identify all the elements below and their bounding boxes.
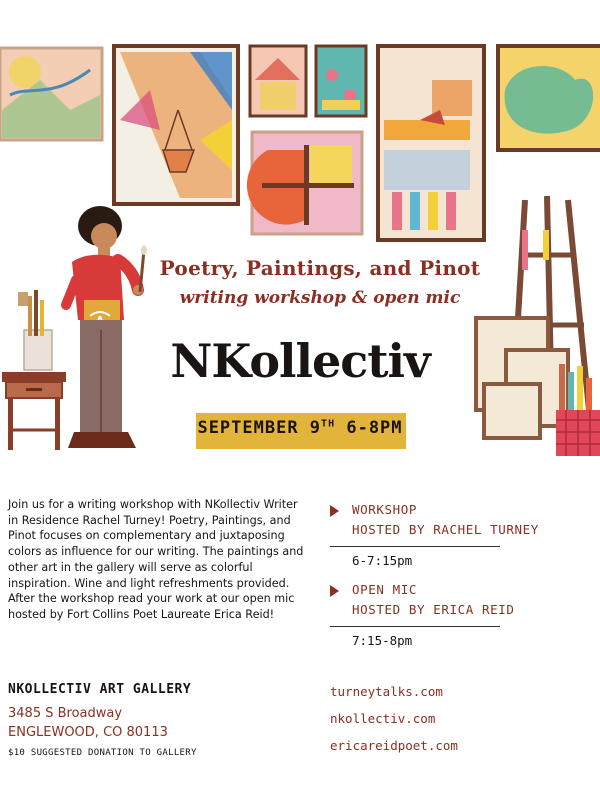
- triangle-bullet-icon: [330, 585, 339, 597]
- venue-address: [8, 704, 168, 742]
- date-main: SEPTEMBER 9: [197, 418, 322, 438]
- side-table: [2, 290, 66, 450]
- triangle-bullet-icon: [330, 505, 339, 517]
- date-ordinal: TH: [321, 418, 336, 430]
- event-description: Join us for a writing workshop with NKollectiv Writer in Residence Rachel Turney! Poetry, Paintings, and Pinot focuses on complementary and juxtaposing colors as influence for our writing. The paintings and other art in the gallery will serve as colorful inspiration. Wine and light refreshments provided. After the workshop read your work at our open mic hosted by Fort Collins Poet Laureate Erica Reid!: [8, 498, 304, 621]
- divider: [330, 626, 500, 627]
- divider: [330, 546, 500, 547]
- painting-hanging-basket: [114, 46, 238, 204]
- brush-crate: [556, 364, 600, 456]
- address-line2: ENGLEWOOD, CO 80113: [8, 725, 168, 740]
- painting-hearts: [316, 46, 366, 116]
- brand-logo-text: NKollectiv: [170, 334, 430, 388]
- painting-abstract-sunset: [0, 48, 102, 140]
- address-line1: 3485 S Broadway: [8, 706, 123, 721]
- painting-green-cloud: [498, 46, 600, 150]
- painting-geometric: [247, 132, 362, 234]
- open-mic-host: HOSTED BY ERICA REID: [352, 602, 515, 617]
- date-time: 6-8PM: [346, 418, 403, 438]
- event-date: [180, 418, 420, 438]
- workshop-host: HOSTED BY RACHEL TURNEY: [352, 522, 539, 537]
- workshop-label: WORKSHOP: [352, 502, 418, 517]
- workshop-time: 6-7:15pm: [352, 553, 413, 568]
- open-mic-time: 7:15-8pm: [352, 633, 413, 648]
- painting-tall-abstract: [378, 46, 484, 240]
- donation-note: $10 SUGGESTED DONATION TO GALLERY: [8, 748, 197, 758]
- link-ericareidpoet[interactable]: ericareidpoet.com: [330, 738, 458, 753]
- schedule-workshop: [330, 500, 590, 568]
- venue-name: NKOLLECTIV ART GALLERY: [8, 682, 192, 697]
- schedule-open-mic: [330, 580, 590, 648]
- event-title: Poetry, Paintings, and Pinot: [159, 256, 481, 280]
- link-turneytalks[interactable]: turneytalks.com: [330, 684, 443, 699]
- painting-small-house: [250, 46, 306, 116]
- blank-canvases: [476, 318, 568, 438]
- painter-figure: [66, 206, 147, 448]
- event-subtitle: writing workshop & open mic: [179, 288, 461, 308]
- open-mic-label: OPEN MIC: [352, 582, 418, 597]
- link-nkollectiv[interactable]: nkollectiv.com: [330, 711, 436, 726]
